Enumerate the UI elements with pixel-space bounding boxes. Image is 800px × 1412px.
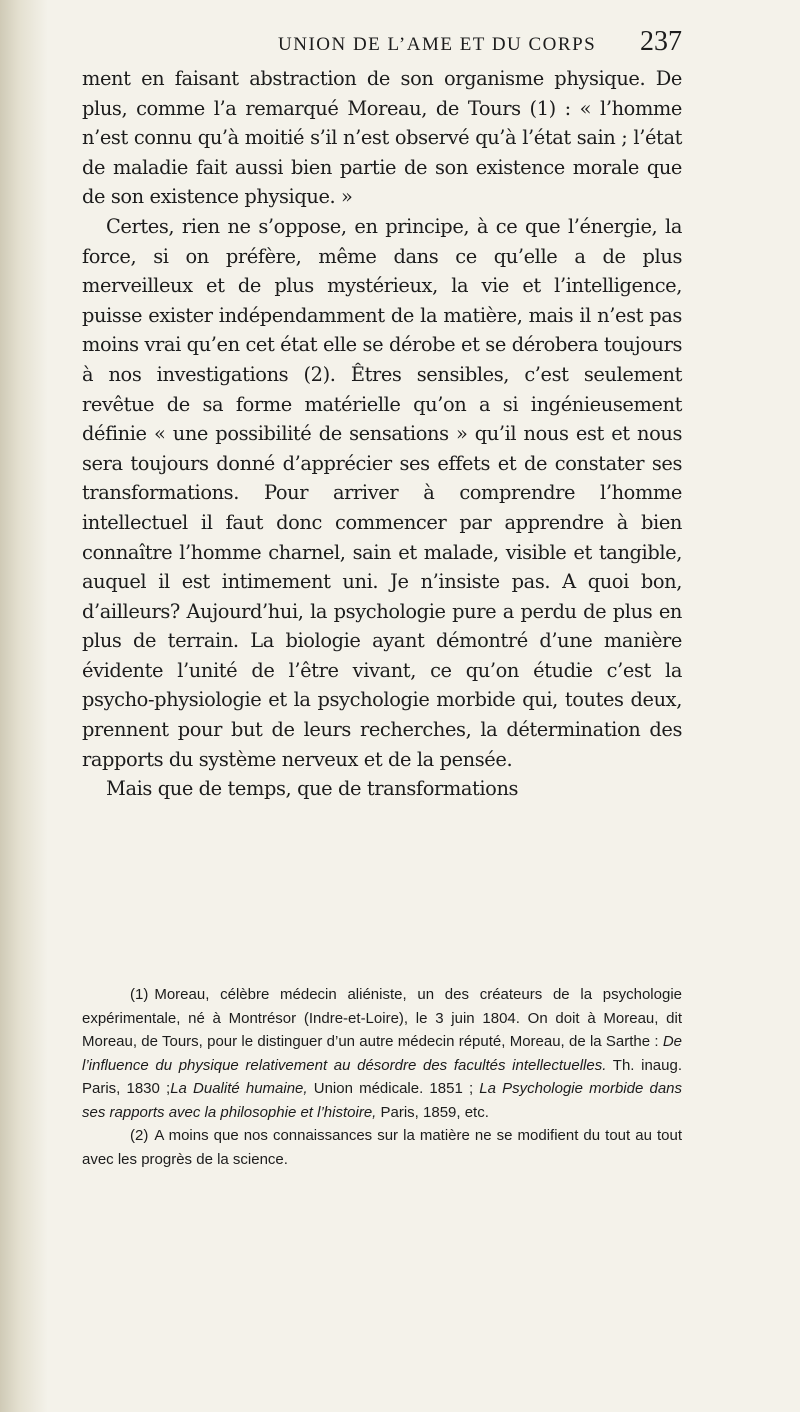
- main-text: [82, 64, 682, 804]
- footnote-1-text-a: Moreau, célèbre médecin aliéniste, un des créateurs de la psychologie expérimentale, né à Montrésor (Indre-et-Loire), le 3 juin 1804. On doit à Moreau, dit Moreau, de Tours, pour le distinguer d’un autre médecin réputé, Moreau, de la Sarthe :: [82, 986, 682, 1050]
- footnote-1-title-3: La Psychologie morbide dans ses rapports avec la philosophie et l’histoire,: [82, 1080, 682, 1121]
- footnotes: [82, 983, 682, 1171]
- footnote-1-text-b: Th. inaug. Paris, 1830 ;: [82, 1056, 682, 1097]
- page-header: [0, 22, 800, 62]
- paragraph-mais: Mais que de temps, que de transformations: [106, 777, 519, 801]
- paragraph-certes: Certes, rien ne s’oppose, en principe, à ce que l’énergie, la force, si on préfère, même dans ce qu’elle a de plus merveilleux et de plus mystérieux, la vie et l’intelligence, puisse exister indépendamment de la matière, mais il n’est pas moins vrai qu’en cet état elle se dérobe et se dérobera toujours à nos investigations (2). Êtres sensibles, c’est seulement revêtue de sa forme matérielle qu’on a si ingénieusement définie « une possibilité de sensations » qu’il nous est et nous sera toujours donné d’apprécier ses effets et de constater ses transformations. Pour arriver à comprendre l’homme intellectuel il faut donc commencer par apprendre à bien connaître l’homme charnel, sain et malade, visible et tangible, auquel il est intimement uni. Je n’insiste pas. A quoi bon, d’ailleurs? Aujourd’hui, la psychologie pure a perdu de plus en plus de terrain. La biologie ayant démontré d’une manière évidente l’unité de l’être vivant, ce qu’on étudie c’est la psycho-physiologie et la psychologie morbide qui, toutes deux, prennent pour but de leurs recherches, la détermination des rapports du système nerveux et de la pensée.: [82, 214, 682, 771]
- footnote-1-title-1: De l’influence du physique relativement au désordre des facultés intellectuelles.: [82, 1033, 683, 1074]
- page-edge-shadow: [0, 0, 48, 1412]
- footnote-1-mark: (1): [130, 986, 149, 1003]
- paragraph-continued: ment en faisant abstraction de son organisme physique. De plus, comme l’a remarqué Moreau, de Tours (1) : « l’homme n’est connu qu’à moitié s’il n’est observé qu’à l’état sain ; l’état de maladie fait aussi bien partie de son existence morale que de son existence physique. »: [82, 67, 682, 209]
- footnote-1-text-d: Paris, 1859, etc.: [380, 1103, 489, 1121]
- footnote-1-title-2: La Dualité humaine,: [170, 1080, 308, 1097]
- footnote-1: [82, 983, 682, 1124]
- footnote-2-mark: (2): [130, 1127, 149, 1144]
- footnote-2-text: A moins que nos connaissances sur la matière ne se modifient du tout au tout avec les progrès de la science.: [82, 1127, 682, 1168]
- footnote-1-text-c: Union médicale. 1851 ;: [313, 1080, 474, 1097]
- footnote-2: [82, 1124, 682, 1171]
- running-head: UNION DE L’AME ET DU CORPS: [278, 34, 597, 55]
- page-number: 237: [640, 26, 682, 57]
